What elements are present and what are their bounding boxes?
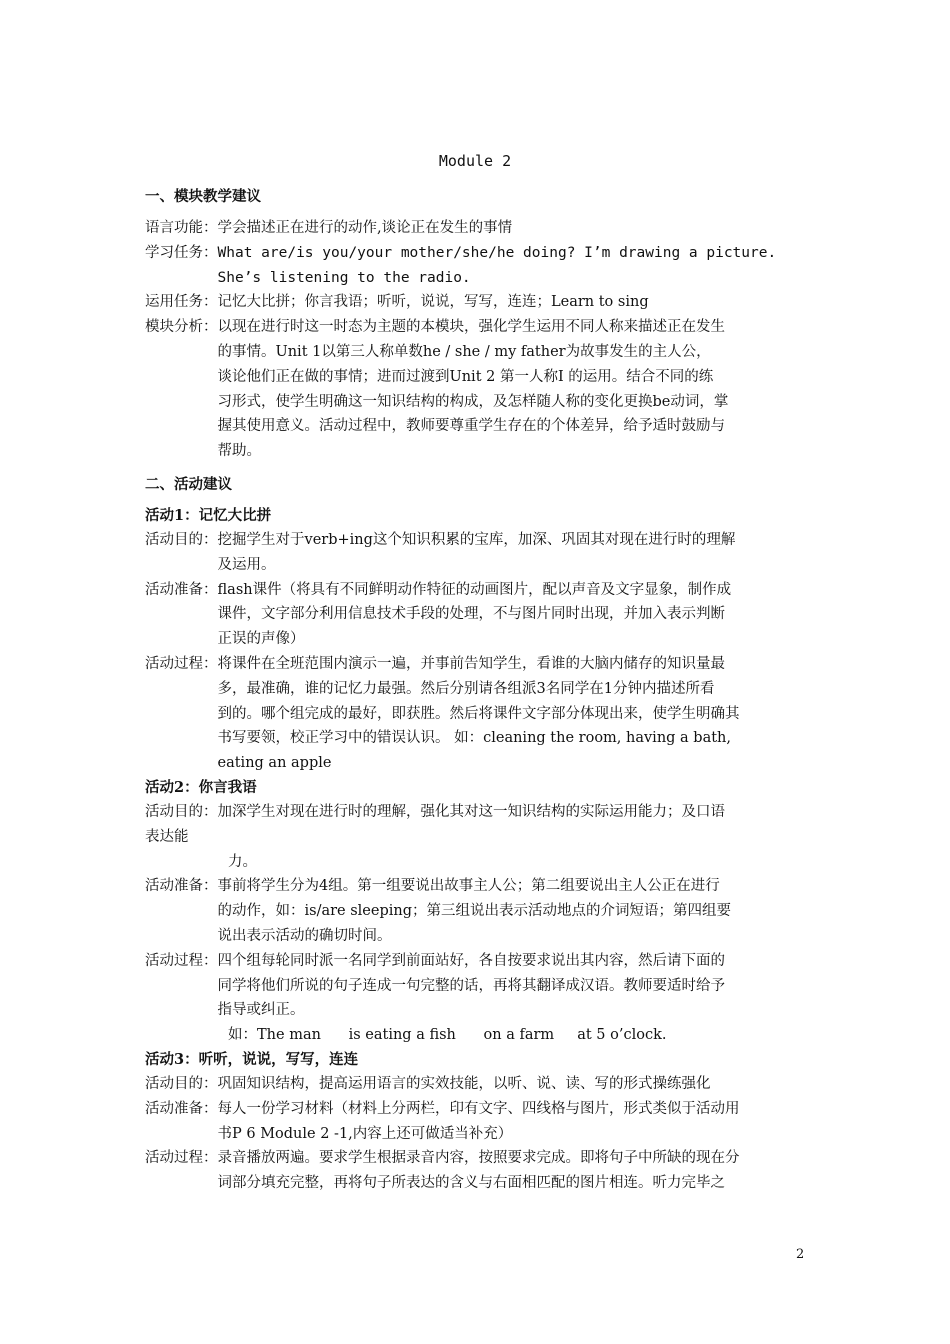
learning-task-row: [145, 241, 810, 291]
row-text: 学会描述正在进行的动作,谈论正在发生的事情: [217, 220, 513, 236]
row-text-line: 的事情。Unit 1以第三人称单数he / she / my father为故事发生的主人公，: [217, 343, 711, 360]
row-text-line: 将课件在全班范围内演示一遍，并事前告知学生，看谁的大脑内储存的知识量最: [217, 655, 725, 672]
activity-1-purpose: [145, 528, 810, 578]
activity-1-heading: 活动1：记忆大比拼: [145, 506, 272, 524]
row-text-line: 的动作，如：is/are sleeping；第三组说出表示活动地点的介词短语；第四组要: [217, 903, 732, 920]
module-analysis-row: [145, 315, 810, 464]
row-text-line: 录音播放两遍。要求学生根据录音内容，按照要求完成。即将句子中所缺的现在分: [217, 1150, 740, 1167]
activity-3-purpose: [145, 1072, 810, 1097]
row-label: 学习任务：: [145, 244, 218, 261]
activity-3-process: [145, 1146, 810, 1196]
row-text-line: 正误的声像）: [217, 631, 305, 648]
activity-1-preparation: [145, 578, 810, 652]
row-text-line: 加深学生对现在进行时的理解，强化其对这一知识结构的实际运用能力；及口语: [217, 803, 725, 820]
activity-2-example: 如：The man is eating a fish on a farm at 5 o’clock.: [228, 1027, 667, 1044]
row-text-line: 书P 6 Module 2 -1,内容上还可做适当补充）: [217, 1125, 513, 1142]
row-text-line: eating an apple: [217, 755, 332, 772]
row-text-line: flash课件（将具有不同鲜明动作特征的动画图片，配以声音及文字显象，制作成: [217, 581, 732, 598]
row-text: 巩固知识结构，提高运用语言的实效技能，以听、说、读、写的形式操练强化: [217, 1075, 711, 1092]
row-text-line: 挖掘学生对于verb+ing这个知识积累的宝库，加深、巩固其对现在进行时的理解: [217, 531, 736, 548]
row-text-line: 每人一份学习材料（材料上分两栏，印有文字、四线格与图片，形式类似于活动用: [217, 1100, 740, 1117]
row-text-line: 握其使用意义。活动过程中，教师要尊重学生存在的个体差异，给予适时鼓励与: [217, 418, 725, 435]
row-label: 运用任务：: [145, 294, 218, 311]
activity-3-heading: 活动3：听听，说说，写写，连连: [145, 1050, 359, 1068]
row-text-line: 课件，文字部分利用信息技术手段的处理，不与图片同时出现，并加入表示判断: [217, 606, 725, 623]
row-text-line: 力。: [228, 853, 257, 870]
row-label: 活动目的：: [145, 1075, 218, 1092]
row-text-line: 以现在进行时这一时态为主题的本模块，强化学生运用不同人称来描述正在发生: [217, 319, 725, 336]
row-label: 活动过程：: [145, 952, 218, 969]
row-label: 模块分析：: [145, 319, 218, 336]
activity-1-process: [145, 652, 810, 776]
row-text: 记忆大比拼；你言我语；听听，说说，写写，连连；Learn to sing: [217, 294, 649, 311]
activity-2-heading: 活动2：你言我语: [145, 778, 257, 796]
row-text-line: 习形式，使学生明确这一知识结构的构成，及怎样随人称的变化更换be动词，掌: [217, 393, 729, 410]
row-text-line: 事前将学生分为4组。第一组要说出故事主人公；第二组要说出主人公正在进行: [217, 878, 720, 895]
row-text-line: 同学将他们所说的句子连成一句完整的话，再将其翻译成汉语。教师要适时给予: [217, 977, 725, 994]
row-text-line: 表达能: [145, 828, 189, 845]
row-text-line: 指导或纠正。: [217, 1002, 305, 1019]
section-heading-teaching-suggestions: 一、模块教学建议: [145, 188, 261, 205]
document-body: [145, 182, 810, 1196]
row-text-line: 说出表示活动的确切时间。: [217, 927, 392, 944]
row-label: 活动准备：: [145, 878, 218, 895]
row-label: 活动目的：: [145, 803, 218, 820]
activity-3-preparation: [145, 1097, 810, 1147]
row-label: 活动准备：: [145, 581, 218, 598]
activity-2-process: [145, 949, 810, 1023]
row-label: 活动目的：: [145, 531, 218, 548]
row-text-line: 多，最准确，谁的记忆力最强。然后分别请各组派3名同学在1分钟内描述所看: [217, 680, 715, 697]
row-text-line: 四个组每轮同时派一名同学到前面站好，各自按要求说出其内容，然后请下面的: [217, 952, 725, 969]
module-title: Module 2: [438, 152, 512, 170]
activity-2-preparation: [145, 874, 810, 948]
row-text-line: 及运用。: [217, 556, 276, 573]
activity-2-purpose: [145, 800, 810, 825]
row-text-line: She’s listening to the radio.: [217, 269, 471, 286]
use-task-row: [145, 290, 810, 315]
row-text-line: 书写要领，校正学习中的错误认识。 如：cleaning the room, having a bath,: [217, 730, 732, 747]
language-function-row: [145, 216, 810, 241]
row-label: 语言功能：: [145, 220, 218, 236]
row-text-line: 到的。哪个组完成的最好，即获胜。然后将课件文字部分体现出来，使学生明确其: [217, 705, 740, 722]
section-heading-activity-suggestions: 二、活动建议: [145, 475, 232, 493]
row-label: 活动过程：: [145, 1150, 218, 1167]
row-label: 活动准备：: [145, 1100, 218, 1117]
page-number: 2: [796, 1247, 805, 1262]
row-text-line: 帮助。: [217, 443, 261, 460]
row-text-line: 谈论他们正在做的事情；进而过渡到Unit 2 第一人称I 的运用。结合不同的练: [217, 368, 714, 385]
row-text-line: 词部分填充完整，再将句子所表达的含义与右面相匹配的图片相连。听力完毕之: [217, 1175, 725, 1192]
row-label: 活动过程：: [145, 655, 218, 672]
row-text-line: What are/is you/your mother/she/he doing? I’m drawing a picture.: [217, 244, 777, 261]
